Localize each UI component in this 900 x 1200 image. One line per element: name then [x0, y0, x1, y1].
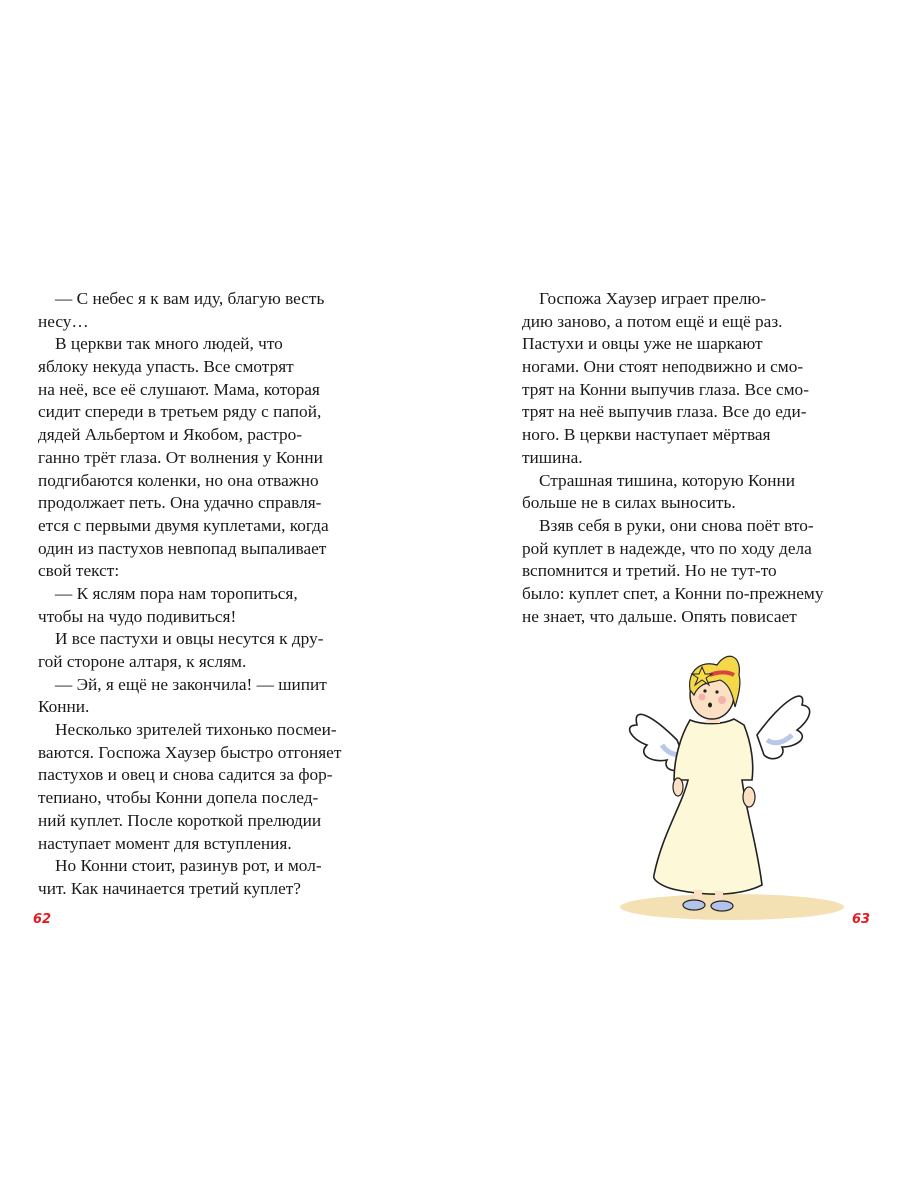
text-line: на неё, все её слушают. Мама, которая — [38, 379, 320, 399]
text-line: чтобы на чудо подивиться! — [38, 606, 237, 626]
left-page-text — [38, 288, 383, 901]
text-line: тепиано, чтобы Конни допела послед- — [38, 788, 319, 808]
text-line: ного. В церкви наступает мёртвая — [522, 425, 771, 445]
text-line: продолжает петь. Она удачно справля- — [38, 493, 322, 513]
text-line: один из пастухов невпопад выпаливает — [38, 538, 327, 558]
text-line: дядей Альбертом и Якобом, растро- — [38, 425, 303, 445]
text-line: вспомнится и третий. Но не тут-то — [522, 561, 777, 581]
text-line: подгибаются коленки, но она отважно — [38, 470, 319, 490]
page-number-right: 63 — [852, 912, 871, 927]
text-line: Страшная тишина, которую Конни — [539, 470, 796, 490]
text-line: Пастухи и овцы уже не шаркают — [522, 334, 763, 354]
text-line: И все пастухи и овцы несутся к дру- — [55, 629, 324, 649]
text-line: Несколько зрителей тихонько посмеи- — [55, 720, 337, 740]
text-line: чит. Как начинается третий куплет? — [38, 878, 301, 898]
text-line: ется с первыми двумя куплетами, когда — [38, 515, 329, 535]
text-line: трят на Конни выпучив глаза. Все смо- — [522, 379, 809, 399]
text-line: яблоку некуда упасть. Все смотрят — [38, 357, 294, 377]
text-line: было: куплет спет, а Конни по-прежнему — [522, 583, 824, 603]
text-line: тишина. — [522, 447, 583, 467]
text-line: ваются. Госпожа Хаузер быстро отгоняет — [38, 742, 342, 762]
text-line: Но Конни стоит, разинув рот, и мол- — [55, 856, 322, 876]
text-line: не знает, что дальше. Опять повисает — [522, 606, 797, 626]
text-line: дию заново, а потом ещё и ещё раз. — [522, 311, 783, 331]
text-line: трят на неё выпучив глаза. Все до еди- — [522, 402, 807, 422]
text-line: гой стороне алтаря, к яслям. — [38, 652, 247, 671]
text-line: — С небес я к вам иду, благую весть — [55, 289, 325, 308]
right-page-text — [522, 288, 852, 628]
text-line: — К яслям пора нам торопиться, — [55, 583, 298, 603]
text-line: Конни. — [38, 697, 90, 717]
text-line: ногами. Они стоят неподвижно и смо- — [522, 357, 804, 377]
text-line: ний куплет. После короткой прелюдии — [38, 810, 322, 830]
text-line: пастухов и овец и снова садится за фор- — [38, 765, 333, 785]
text-line: В церкви так много людей, что — [55, 334, 283, 354]
text-line: ганно трёт глаза. От волнения у Конни — [38, 447, 323, 467]
text-line: наступает момент для вступления. — [38, 833, 292, 853]
page-number-left: 62 — [33, 912, 52, 927]
text-line: Взяв себя в руки, они снова поёт вто- — [539, 515, 814, 535]
text-line: свой текст: — [38, 561, 120, 581]
angel-girl-illustration — [592, 645, 882, 935]
text-line: больше не в силах выносить. — [522, 493, 736, 513]
text-line: сидит спереди в третьем ряду с папой, — [38, 402, 322, 422]
text-line: рой куплет в надежде, что по ходу дела — [522, 538, 812, 558]
text-line: несу… — [38, 311, 89, 331]
text-line: — Эй, я ещё не закончила! — шипит — [55, 674, 327, 694]
text-line: Госпожа Хаузер играет прелю- — [539, 289, 767, 308]
